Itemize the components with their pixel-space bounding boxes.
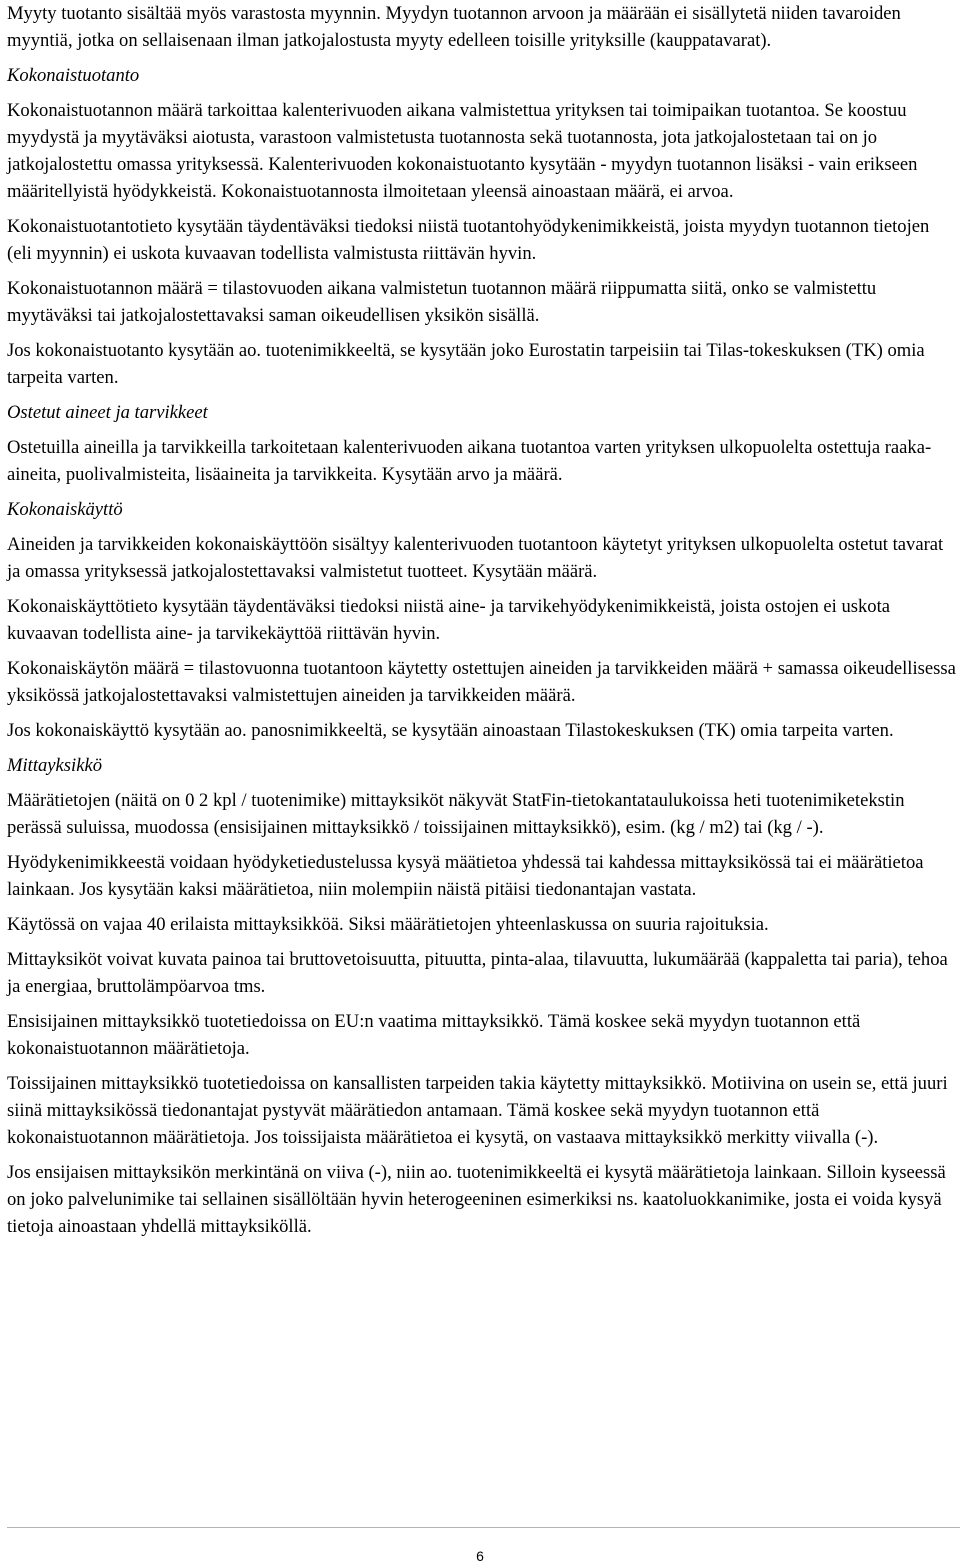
page-number: 6	[476, 1548, 484, 1564]
paragraph-kokonaiskayton-maara: Kokonaiskäytön määrä = tilastovuonna tuotantoon käytetty ostettujen aineiden ja tarvikkeiden määrä + samassa oikeudellisessa yksikössä jatkojalostettavaksi valmistettujen aineiden ja tarvikkeiden määrä.	[7, 658, 956, 706]
paragraph-kaytossa-mittayksikkoa: Käytössä on vajaa 40 erilaista mittayksikköä. Siksi määrätietojen yhteenlaskussa on suuria rajoituksia.	[7, 914, 769, 935]
paragraph-toissijainen-mittayksikko: Toissijainen mittayksikkö tuotetiedoissa on kansallisten tarpeiden takia käytetty mittayksikkö. Motiivina on usein se, että juuri siinä mittayksikössä tiedonantajat pystyvät määrätiedon antamaan. Tämä koskee sekä myydyn tuotannon että kokonaistuotannon määrätietoja. Jos toissijaista määrätietoa ei kysytä, on vastaava mittayksikkö merkitty viivalla (-).	[7, 1073, 948, 1148]
heading-kokonaistuotanto: Kokonaistuotanto	[7, 65, 140, 86]
paragraph-maaratietojen-mittayksikot: Määrätietojen (näitä on 0 2 kpl / tuotenimike) mittayksiköt näkyvät StatFin-tietokantataulukoissa heti tuotenimiketekstin perässä suluissa, muodossa (ensisijainen mittayksikkö / toissijainen mittayksikkö), esim. (kg / m2) tai (kg / -).	[7, 790, 905, 838]
paragraph-jos-ensijaisen: Jos ensijaisen mittayksikön merkintänä on viiva (-), niin ao. tuotenimikkeeltä ei kysytä määrätietoja lainkaan. Silloin kyseessä on joko palvelunimike tai sellainen sisällöltään hyvin heterogeeninen esimerkiksi ns. kaatoluokkanimike, josta ei voida kysyä tietoja ainoastaan yhdellä mittayksiköllä.	[7, 1162, 946, 1237]
paragraph-kokonaiskayttotieto: Kokonaiskäyttötieto kysytään täydentäväksi tiedoksi niistä aine- ja tarvikehyödykenimikkeistä, joista ostojen ei uskota kuvaavan todellista aine- ja tarvikekäyttöä riittävän hyvin.	[7, 596, 891, 644]
paragraph-hyodykenimikkeesta: Hyödykenimikkeestä voidaan hyödyketiedustelussa kysyä määtietoa yhdessä tai kahdessa mittayksikössä tai ei määrätietoa lainkaan. Jos kysytään kaksi määrätietoa, niin molempiin näistä pitäisi tiedonantajan vastata.	[7, 852, 924, 900]
paragraph-kokonaistuotannon-maara: Kokonaistuotannon määrä = tilastovuoden aikana valmistetun tuotannon määrä riippumatta siitä, onko se valmistettu myytäväksi tai jatkojalostettavaksi saman oikeudellisen yksikön sisällä.	[7, 278, 877, 326]
paragraph-mittayksikot-kuvaavat: Mittayksiköt voivat kuvata painoa tai bruttovetoisuutta, pituutta, pinta-alaa, tilavuutta, lukumäärää (kappaletta tai paria), tehoa ja energiaa, bruttolämpöarvoa tms.	[7, 949, 948, 997]
heading-mittayksikko: Mittayksikkö	[7, 755, 102, 776]
footer-divider	[7, 1527, 960, 1528]
paragraph-kokonaiskaytto-definition: Aineiden ja tarvikkeiden kokonaiskäyttöön sisältyy kalenterivuoden tuotantoon käytetyt yrityksen ulkopuolelta ostetut tavarat ja omassa yrityksessä jatkojalostettavaksi valmistetut tuotteet. Kysytään määrä.	[7, 534, 944, 582]
paragraph-ostetut-aineet: Ostetuilla aineilla ja tarvikkeilla tarkoitetaan kalenterivuoden aikana tuotantoa varten yrityksen ulkopuolelta ostettuja raaka-aineita, puolivalmisteita, lisäaineita ja tarvikkeita. Kysytään arvo ja määrä.	[7, 437, 932, 485]
heading-ostetut-aineet: Ostetut aineet ja tarvikkeet	[7, 402, 208, 423]
paragraph-kokonaistuotantotieto: Kokonaistuotantotieto kysytään täydentäväksi tiedoksi niistä tuotantohyödykenimikkeistä, joista myydyn tuotannon tietojen (eli myynnin) ei uskota kuvaavan todellista valmistusta riittävän hyvin.	[7, 216, 930, 264]
paragraph-jos-kokonaiskaytto: Jos kokonaiskäyttö kysytään ao. panosnimikkeeltä, se kysytään ainoastaan Tilastokeskuksen (TK) omia tarpeita varten.	[7, 720, 894, 741]
paragraph-kokonaistuotanto-definition: Kokonaistuotannon määrä tarkoittaa kalenterivuoden aikana valmistettua yrityksen tai toimipaikan tuotantoa. Se koostuu myydystä ja myytäväksi aiotusta, varastoon valmistetusta tuotannosta sekä tuotannosta, jota jatkojalostetaan tai on jo jatkojalostettu omassa yrityksessä. Kalenterivuoden kokonaistuotanto kysytään - myydyn tuotannon lisäksi - vain erikseen määritellyistä hyödykkeistä. Kokonaistuotannosta ilmoitetaan yleensä ainoastaan määrä, ei arvoa.	[7, 100, 918, 202]
paragraph-ensisijainen-mittayksikko: Ensisijainen mittayksikkö tuotetiedoissa on EU:n vaatima mittayksikkö. Tämä koskee sekä myydyn tuotannon että kokonaistuotannon määrätietoja.	[7, 1011, 861, 1059]
document-page	[7, 0, 957, 1248]
paragraph-jos-kokonaistuotanto: Jos kokonaistuotanto kysytään ao. tuotenimikkeeltä, se kysytään joko Eurostatin tarpeisiin tai Tilas-tokeskuksen (TK) omia tarpeita varten.	[7, 340, 925, 388]
paragraph-myyty-tuotanto: Myyty tuotanto sisältää myös varastosta myynnin. Myydyn tuotannon arvoon ja määrään ei sisällytetä niiden tavaroiden myyntiä, jotka on sellaisenaan ilman jatkojalostusta myyty edelleen toisille yrityksille (kauppatavarat).	[7, 3, 901, 51]
heading-kokonaiskaytto: Kokonaiskäyttö	[7, 499, 123, 520]
